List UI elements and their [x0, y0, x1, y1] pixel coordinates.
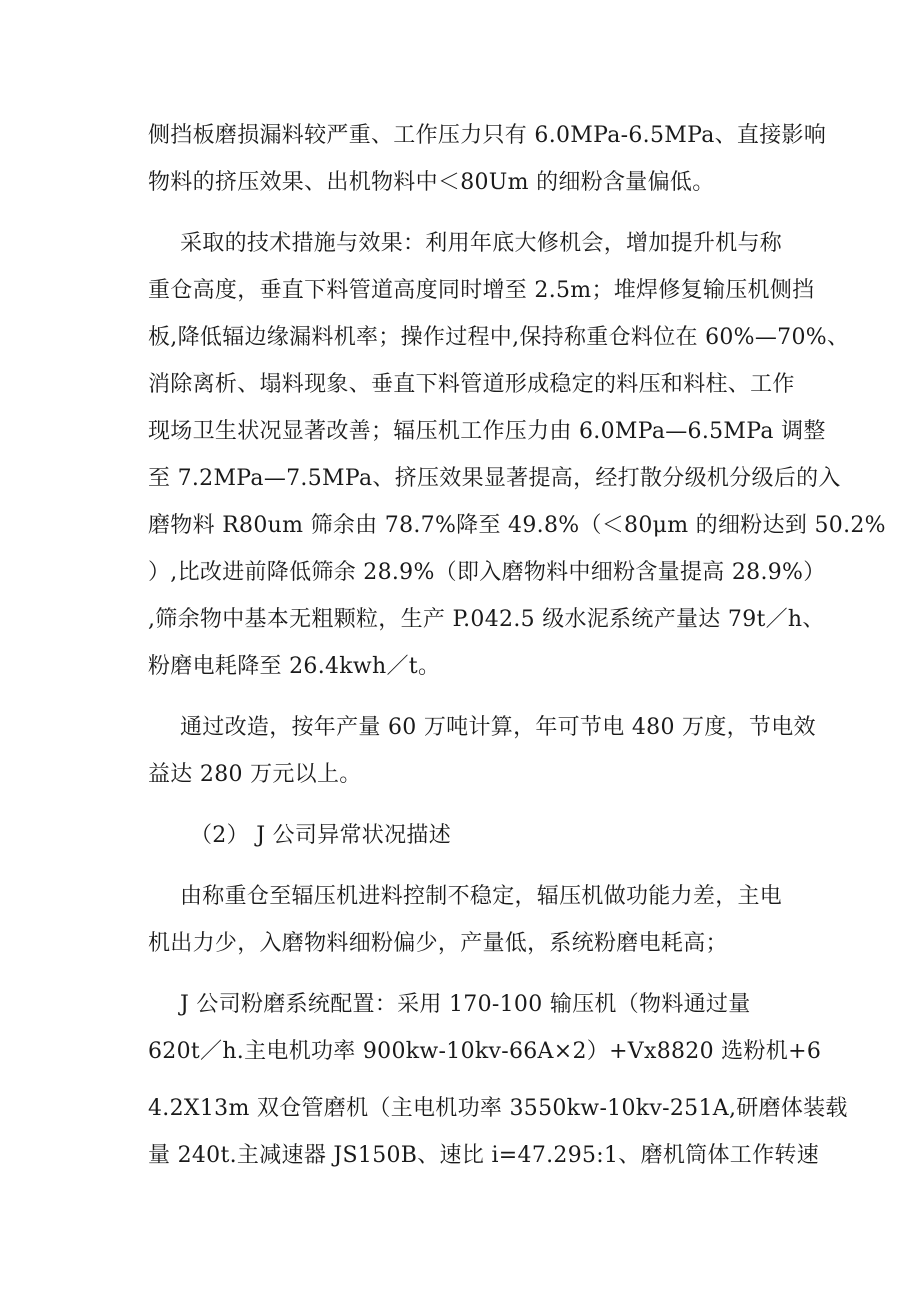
text-line: 至 7.2MPa—7.5MPa、挤压效果显著提高，经打散分级机分级后的入 [148, 466, 841, 491]
text-line: 物料的挤压效果、出机物料中＜80Um 的细粉含量偏低。 [148, 170, 715, 195]
paragraph-start-line: 采取的技术措施与效果：利用年底大修机会，增加提升机与称 [180, 231, 783, 256]
text-line: 益达 280 万元以上。 [148, 762, 362, 787]
paragraph-start-line: 由称重仓至辐压机进料控制不稳定，辐压机做功能力差，主电 [180, 884, 783, 909]
text-line: 重仓高度，垂直下料管道高度同时增至 2.5m；堆焊修复输压机侧挡 [148, 278, 815, 303]
text-line: 粉磨电耗降至 26.4kwh／t。 [148, 654, 441, 679]
text-line: 消除离析、塌料现象、垂直下料管道形成稳定的料压和料柱、工作 [148, 372, 795, 397]
text-line: 现场卫生状况显著改善；辐压机工作压力由 6.0MPa—6.5MPa 调整 [148, 419, 826, 444]
paragraph-start-line: J 公司粉磨系统配置：采用 170-100 输压机（物料通过量 [180, 992, 751, 1017]
text-line: 侧挡板磨损漏料较严重、工作压力只有 6.0MPa-6.5MPa、直接影响 [148, 123, 827, 148]
section-heading: （2） J 公司异常状况描述 [190, 823, 452, 848]
paragraph-start-line: 通过改造，按年产量 60 万吨计算，年可节电 480 万度，节电效 [180, 715, 816, 740]
text-line: 620t／h.主电机功率 900kw-10kv-66A×2）+Vx8820 选粉机+6 [148, 1039, 822, 1064]
text-line: 量 240t.主减速器 JS150B、速比 i=47.295:1、磨机筒体工作转速 [148, 1143, 820, 1168]
text-line: 磨物料 R80um 筛余由 78.7%降至 49.8%（＜80μm 的细粉达到 50.2% [148, 513, 886, 538]
text-line: ）,比改进前降低筛余 28.9%（即入磨物料中细粉含量提高 28.9%） [148, 560, 826, 585]
text-line: 板,降低辐边缘漏料机率；操作过程中,保持称重仓料位在 60%—70%、 [148, 325, 850, 350]
text-line: 4.2X13m 双仓管磨机（主电机功率 3550kw-10kv-251A,研磨体装载 [148, 1096, 848, 1121]
text-line: ,筛余物中基本无粗颗粒，生产 P.042.5 级水泥系统产量达 79t／h、 [148, 607, 825, 632]
text-line: 机出力少，入磨物料细粉偏少，产量低，系统粉磨电耗高； [148, 931, 728, 956]
